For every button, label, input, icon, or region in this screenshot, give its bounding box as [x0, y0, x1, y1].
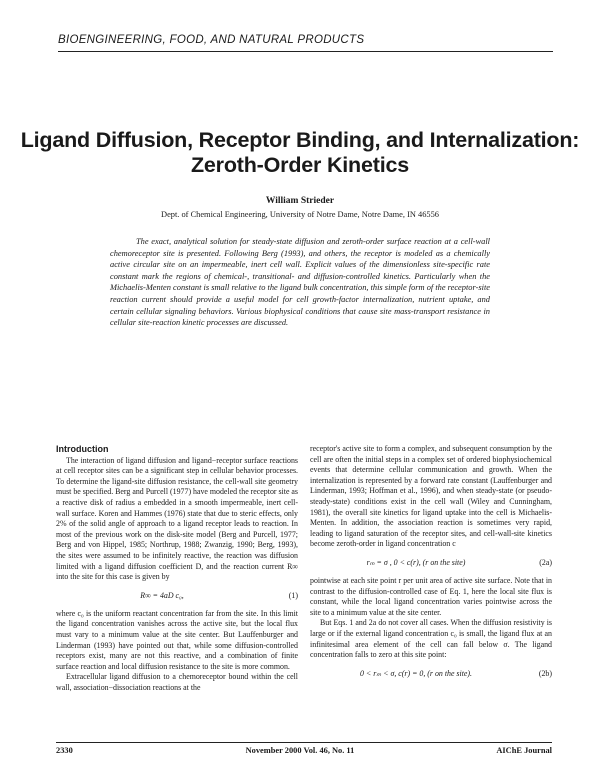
equation-2a	[310, 550, 552, 576]
equation-number: (1)	[288, 590, 298, 600]
journal-name: AIChE Journal	[496, 746, 552, 755]
footer-rule	[56, 742, 552, 743]
equation-body: 0 < rₘ < σ, c(r) = 0, (r on the site).	[359, 668, 472, 678]
paragraph: receptor's active site to form a complex, and subsequent consumption by the cell are often the initial steps in a complex set of ordered biophysiochemical events that determine cellular communication and growth. When the internalization is represented by a forward rate constant (Lauffenburger and Linderman, 1993; Hoffman et al., 1996), and when steady-state (or pseudo-steady-state) conditions exist in the cell wall (Wiley and Cunningham, 1981), the overall site kinetics for ligand uptake into the cell is Michaelis-Menten. In addition, the association reaction is sometimes very rapid, leading to ligand saturation of the receptor sites, and cell-wall-site kinetics become zeroth-order in ligand concentration c	[310, 444, 552, 549]
paragraph: Extracellular ligand diffusion to a chemoreceptor bound within the cell wall, association−dissociation reactions at the	[56, 672, 298, 692]
author-name: William Strieder	[265, 196, 335, 206]
issue-date: November 2000 Vol. 46, No. 11	[245, 746, 355, 755]
title-line-1: Ligand Diffusion, Receptor Binding, and Internalization:	[20, 128, 580, 152]
paragraph: The interaction of ligand diffusion and ligand−receptor surface reactions at cell receptor sites can be a significant step in cellular behavior processes. To determine the ligand-site diffusion resistance, the cell-wall site geometry must be specified. Berg and Purcell (1977) have modeled the receptor site as a reactive disk of radius a embedded in a smooth impermeable, inert cell-wall surface. Koren and Hammes (1976) state that due to steric effects, only 2% of the solid angle of approach to a ligand receptor leads to reaction. In most of the previous work on the disk-site model (Berg and Purcell, 1977; Berg and von Hippel, 1985; Northrup, 1988; Zwanzig, 1990; Berg, 1993), the sites were assumed to be infinitely reactive, the reaction was diffusion limited with a ligand diffusion coefficient D, and the reaction current R∞ into the site for this case is given by	[56, 455, 298, 582]
paragraph: But Eqs. 1 and 2a do not cover all cases. When the diffusion resistivity is large or if the external ligand concentration c₀ is small, the ligand flux at an infinitesimal area element of the cell can fall below σ. The ligand concentration falls to zero at this site point:	[310, 618, 552, 660]
page-number: 2330	[56, 746, 73, 755]
equation-number: (2a)	[539, 557, 552, 567]
paragraph: where c₀ is the uniform reactant concentration far from the site. In this limit the ligand concentration vanishes across the active site, but the local flux must vary to a minimum value at the site center. But Lauffenburger and Linderman (1993) have pointed out that, while some diffusion-controlled receptors exist, many are not this reactive, and a combination of finite surface reaction and local diffusion resistance to the site is more common.	[56, 608, 298, 671]
title-line-2: Zeroth-Order Kinetics	[190, 153, 409, 177]
left-column	[56, 444, 298, 693]
equation-body: rₘ = σ , 0 < c(r), (r on the site)	[366, 557, 466, 567]
section-header: BIOENGINEERING, FOOD, AND NATURAL PRODUCTS	[58, 34, 365, 46]
header-rule	[58, 51, 553, 52]
equation-2b	[310, 661, 552, 687]
abstract: The exact, analytical solution for steady-state diffusion and zeroth-order surface reaction at a cell-wall chemoreceptor site is presented. Following Berg (1993), and others, the receptor is modeled as a chemically active circular site on an impermeable, inert cell wall. Explicit values of the dimensionless site-specific rate constant mark the regions of chemical-, transitional- and diffusion-controlled kinetics. Particularly when the Michaelis-Menten constant is small relative to the ligand bulk concentration, this simple form of the receptor-site reaction current should provide a useful model for cell growth-factor internalization, nutrient uptake, and certain cellular signaling behaviors. Various biophysical conditions that cause site mass-transport resistance in cellular site-reaction kinetic processes are discussed.	[110, 237, 490, 328]
right-column	[310, 444, 552, 687]
equation-1	[56, 583, 298, 609]
equation-number: (2b)	[538, 668, 552, 678]
paragraph: pointwise at each site point r per unit area of active site surface. Note that in contrast to the diffusion-controlled case of Eq. 1, here the local site flux is constant, while the local ligand concentration varies pointwise across the site to a minimum value at the site center.	[310, 575, 552, 617]
section-heading-introduction: Introduction	[56, 444, 109, 454]
article-title	[20, 128, 580, 178]
author-affiliation: Dept. of Chemical Engineering, University of Notre Dame, Notre Dame, IN 46556	[161, 210, 439, 219]
equation-body: R∞ = 4aD c₀,	[140, 590, 184, 600]
